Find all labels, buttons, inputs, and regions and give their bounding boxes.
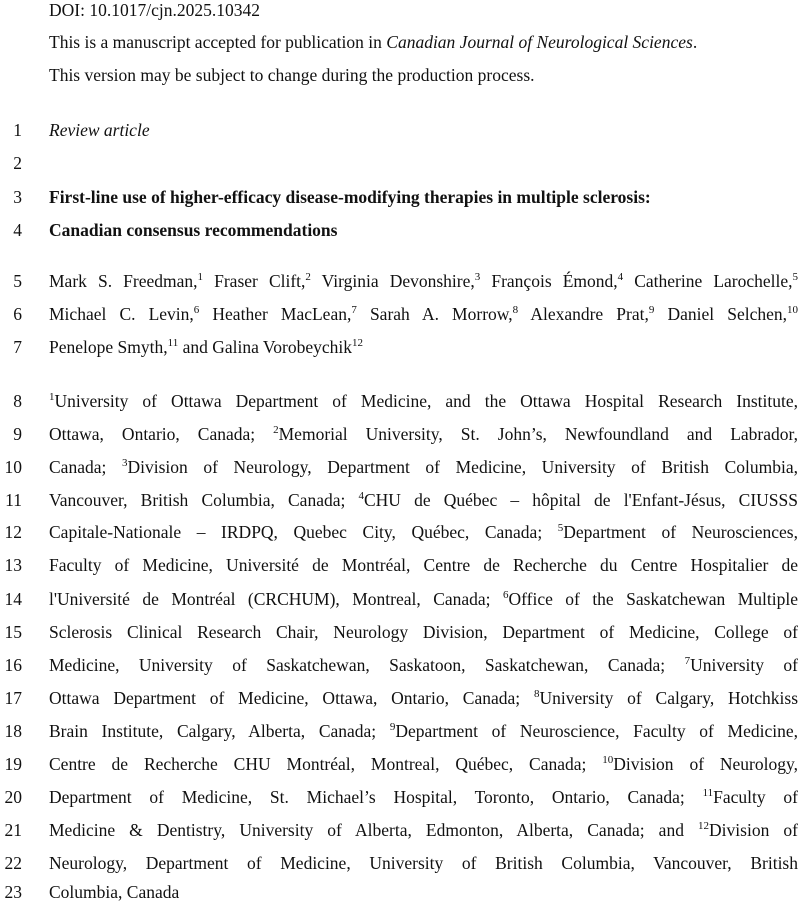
line-number: 12 (4, 522, 22, 542)
line-19 (0, 754, 800, 778)
affiliation-line (49, 424, 798, 445)
affil-sup: 9 (389, 721, 396, 733)
journal-name: Canadian Journal of Neurological Sciences (386, 32, 693, 52)
line-number: 16 (4, 655, 22, 675)
author-name: Sarah A. Morrow, (369, 304, 513, 324)
author-affil-sup: 4 (617, 271, 624, 283)
notice-suffix: . (692, 32, 698, 52)
author-affil-sup: 7 (351, 304, 357, 316)
affiliation-text: Memorial University, St. John’s, Newfoundland and Labrador, (278, 424, 798, 444)
affiliation-text: Ottawa Department of Medicine, Ottawa, Ontario, Canada; (49, 688, 534, 708)
line-number: 15 (4, 622, 22, 642)
author-name: Alexandre Prat, (530, 304, 649, 324)
affil-sup: 4 (358, 490, 364, 502)
author-name: Mark S. Freedman, (49, 271, 198, 291)
line-11 (0, 490, 800, 514)
affil-sup: 11 (702, 787, 714, 799)
article-title-line-2: Canadian consensus recommendations (49, 220, 338, 240)
affiliation-line (49, 754, 798, 775)
line-number: 5 (13, 271, 22, 291)
line-number: 10 (4, 457, 22, 477)
line-7 (0, 337, 800, 361)
line-8 (0, 391, 800, 415)
affiliation-line: Faculty of Medicine, Université de Montréal, Centre de Recherche du Centre Hospitalier de (49, 555, 798, 575)
line-10 (0, 457, 800, 481)
affiliation-text: Department of Neurosciences, (563, 522, 798, 542)
line-number: 13 (4, 555, 22, 575)
affil-sup: 10 (602, 754, 614, 766)
publication-notice (49, 32, 697, 53)
line-22 (0, 853, 800, 877)
line-number: 9 (13, 424, 22, 444)
author-name: Fraser Clift, (214, 271, 306, 291)
affil-sup: 6 (502, 589, 509, 601)
line-number: 1 (13, 120, 22, 140)
line-number: 2 (13, 153, 22, 173)
author-affil-sup: 5 (792, 271, 799, 283)
author-affil-sup: 11 (167, 337, 179, 349)
line-number: 6 (13, 304, 22, 324)
line-number: 7 (13, 337, 22, 357)
author-affil-sup: 2 (305, 271, 311, 283)
affiliation-line: Neurology, Department of Medicine, University of British Columbia, Vancouver, British (49, 853, 798, 873)
line-number: 18 (4, 721, 22, 741)
line-16 (0, 655, 800, 679)
affiliation-line (49, 391, 798, 412)
line-number: 4 (13, 220, 22, 240)
affiliation-text: Canada; (49, 457, 122, 477)
production-notice: This version may be subject to change during the production process. (49, 65, 535, 85)
affiliation-text: Medicine, University of Saskatchewan, Saskatoon, Saskatchewan, Canada; (49, 655, 685, 675)
author-name: Heather MacLean, (212, 304, 352, 324)
line-14 (0, 589, 800, 613)
author-affil-sup: 3 (474, 271, 481, 283)
author-affil-sup: 6 (193, 304, 200, 316)
affil-sup: 5 (557, 522, 564, 534)
line-20 (0, 787, 800, 811)
affiliation-text: Division of Neurology, Department of Medicine, University of British Columbia, (127, 457, 799, 477)
line-17 (0, 688, 800, 712)
author-name: and Galina Vorobeychik (182, 337, 353, 357)
affiliation-text: University of (690, 655, 798, 675)
article-type: Review article (49, 120, 150, 140)
author-affil-sup: 10 (787, 304, 799, 316)
affiliation-line (49, 490, 798, 511)
line-9 (0, 424, 800, 448)
line-18 (0, 721, 800, 745)
line-number: 20 (4, 787, 22, 807)
affil-sup: 3 (121, 457, 128, 469)
affiliation-line (49, 787, 798, 808)
author-affil-sup: 12 (352, 337, 364, 349)
affil-sup: 7 (684, 655, 691, 667)
affil-sup: 1 (49, 391, 55, 403)
author-affil-sup: 9 (648, 304, 655, 316)
affiliation-text: Department of Neuroscience, Faculty of Medicine, (395, 721, 798, 741)
affiliation-text: University of Calgary, Hotchkiss (539, 688, 799, 708)
line-23 (0, 882, 800, 906)
line-number: 3 (13, 187, 22, 207)
author-line-1 (49, 271, 798, 292)
affiliation-line: Sclerosis Clinical Research Chair, Neurology Division, Department of Medicine, College of (49, 622, 798, 642)
author-line-2 (49, 304, 798, 325)
affil-sup: 8 (533, 688, 540, 700)
line-4 (0, 220, 800, 244)
affiliation-line (49, 820, 798, 841)
line-number: 22 (4, 853, 22, 873)
line-6 (0, 304, 800, 328)
doi[interactable]: DOI: 10.1017/cjn.2025.10342 (49, 0, 260, 20)
author-affil-sup: 1 (197, 271, 204, 283)
affiliation-text: CHU de Québec – hôpital de l'Enfant-Jésus, CIUSSS (364, 490, 798, 510)
affiliation-text: Faculty of (713, 787, 798, 807)
affiliation-line: Columbia, Canada (49, 882, 180, 902)
line-12 (0, 522, 800, 546)
line-2 (0, 153, 800, 177)
author-affil-sup: 8 (512, 304, 519, 316)
affiliation-line (49, 457, 798, 478)
affiliation-line (49, 721, 798, 742)
author-name: Daniel Selchen, (667, 304, 788, 324)
affiliation-text: Medicine & Dentistry, University of Alberta, Edmonton, Alberta, Canada; and (49, 820, 699, 840)
affiliation-text: Department of Medicine, St. Michael’s Hospital, Toronto, Ontario, Canada; (49, 787, 703, 807)
affiliation-text: Capitale-Nationale – IRDPQ, Quebec City, Québec, Canada; (49, 522, 558, 542)
line-number: 11 (5, 490, 22, 510)
affiliation-line (49, 522, 798, 543)
line-number: 14 (4, 589, 22, 609)
line-5 (0, 271, 800, 295)
affiliation-line (49, 655, 798, 676)
affiliation-text: Division of Neurology, (613, 754, 798, 774)
affiliation-text: University of Ottawa Department of Medicine, and the Ottawa Hospital Research Institute, (54, 391, 798, 411)
affiliation-line (49, 688, 798, 709)
line-number: 19 (4, 754, 22, 774)
notice-prefix: This is a manuscript accepted for publication in (49, 32, 387, 52)
line-number: 21 (4, 820, 22, 840)
affiliation-text: Brain Institute, Calgary, Alberta, Canada; (49, 721, 390, 741)
line-21 (0, 820, 800, 844)
line-1 (0, 120, 800, 144)
line-15 (0, 622, 800, 646)
affiliation-text: Division of (709, 820, 798, 840)
author-name: Catherine Larochelle, (634, 271, 793, 291)
line-number: 8 (13, 391, 22, 411)
line-13 (0, 555, 800, 579)
author-line-3 (49, 337, 798, 358)
affiliation-line (49, 589, 798, 610)
line-3 (0, 187, 800, 211)
line-number: 23 (4, 882, 22, 902)
author-name: Penelope Smyth, (49, 337, 168, 357)
affil-sup: 2 (273, 424, 279, 436)
article-title-line-1: First-line use of higher-efficacy disease-modifying therapies in multiple sclerosis: (49, 187, 651, 207)
author-name: Virginia Devonshire, (321, 271, 475, 291)
affiliation-text: Vancouver, British Columbia, Canada; (49, 490, 359, 510)
affil-sup: 12 (698, 820, 710, 832)
author-name: Michael C. Levin, (49, 304, 194, 324)
affiliation-text: l'Université de Montréal (CRCHUM), Montreal, Canada; (49, 589, 503, 609)
author-name: François Émond, (491, 271, 618, 291)
affiliation-text: Ottawa, Ontario, Canada; (49, 424, 274, 444)
line-number: 17 (4, 688, 22, 708)
affiliation-text: Centre de Recherche CHU Montréal, Montreal, Québec, Canada; (49, 754, 603, 774)
affiliation-text: Office of the Saskatchewan Multiple (508, 589, 798, 609)
